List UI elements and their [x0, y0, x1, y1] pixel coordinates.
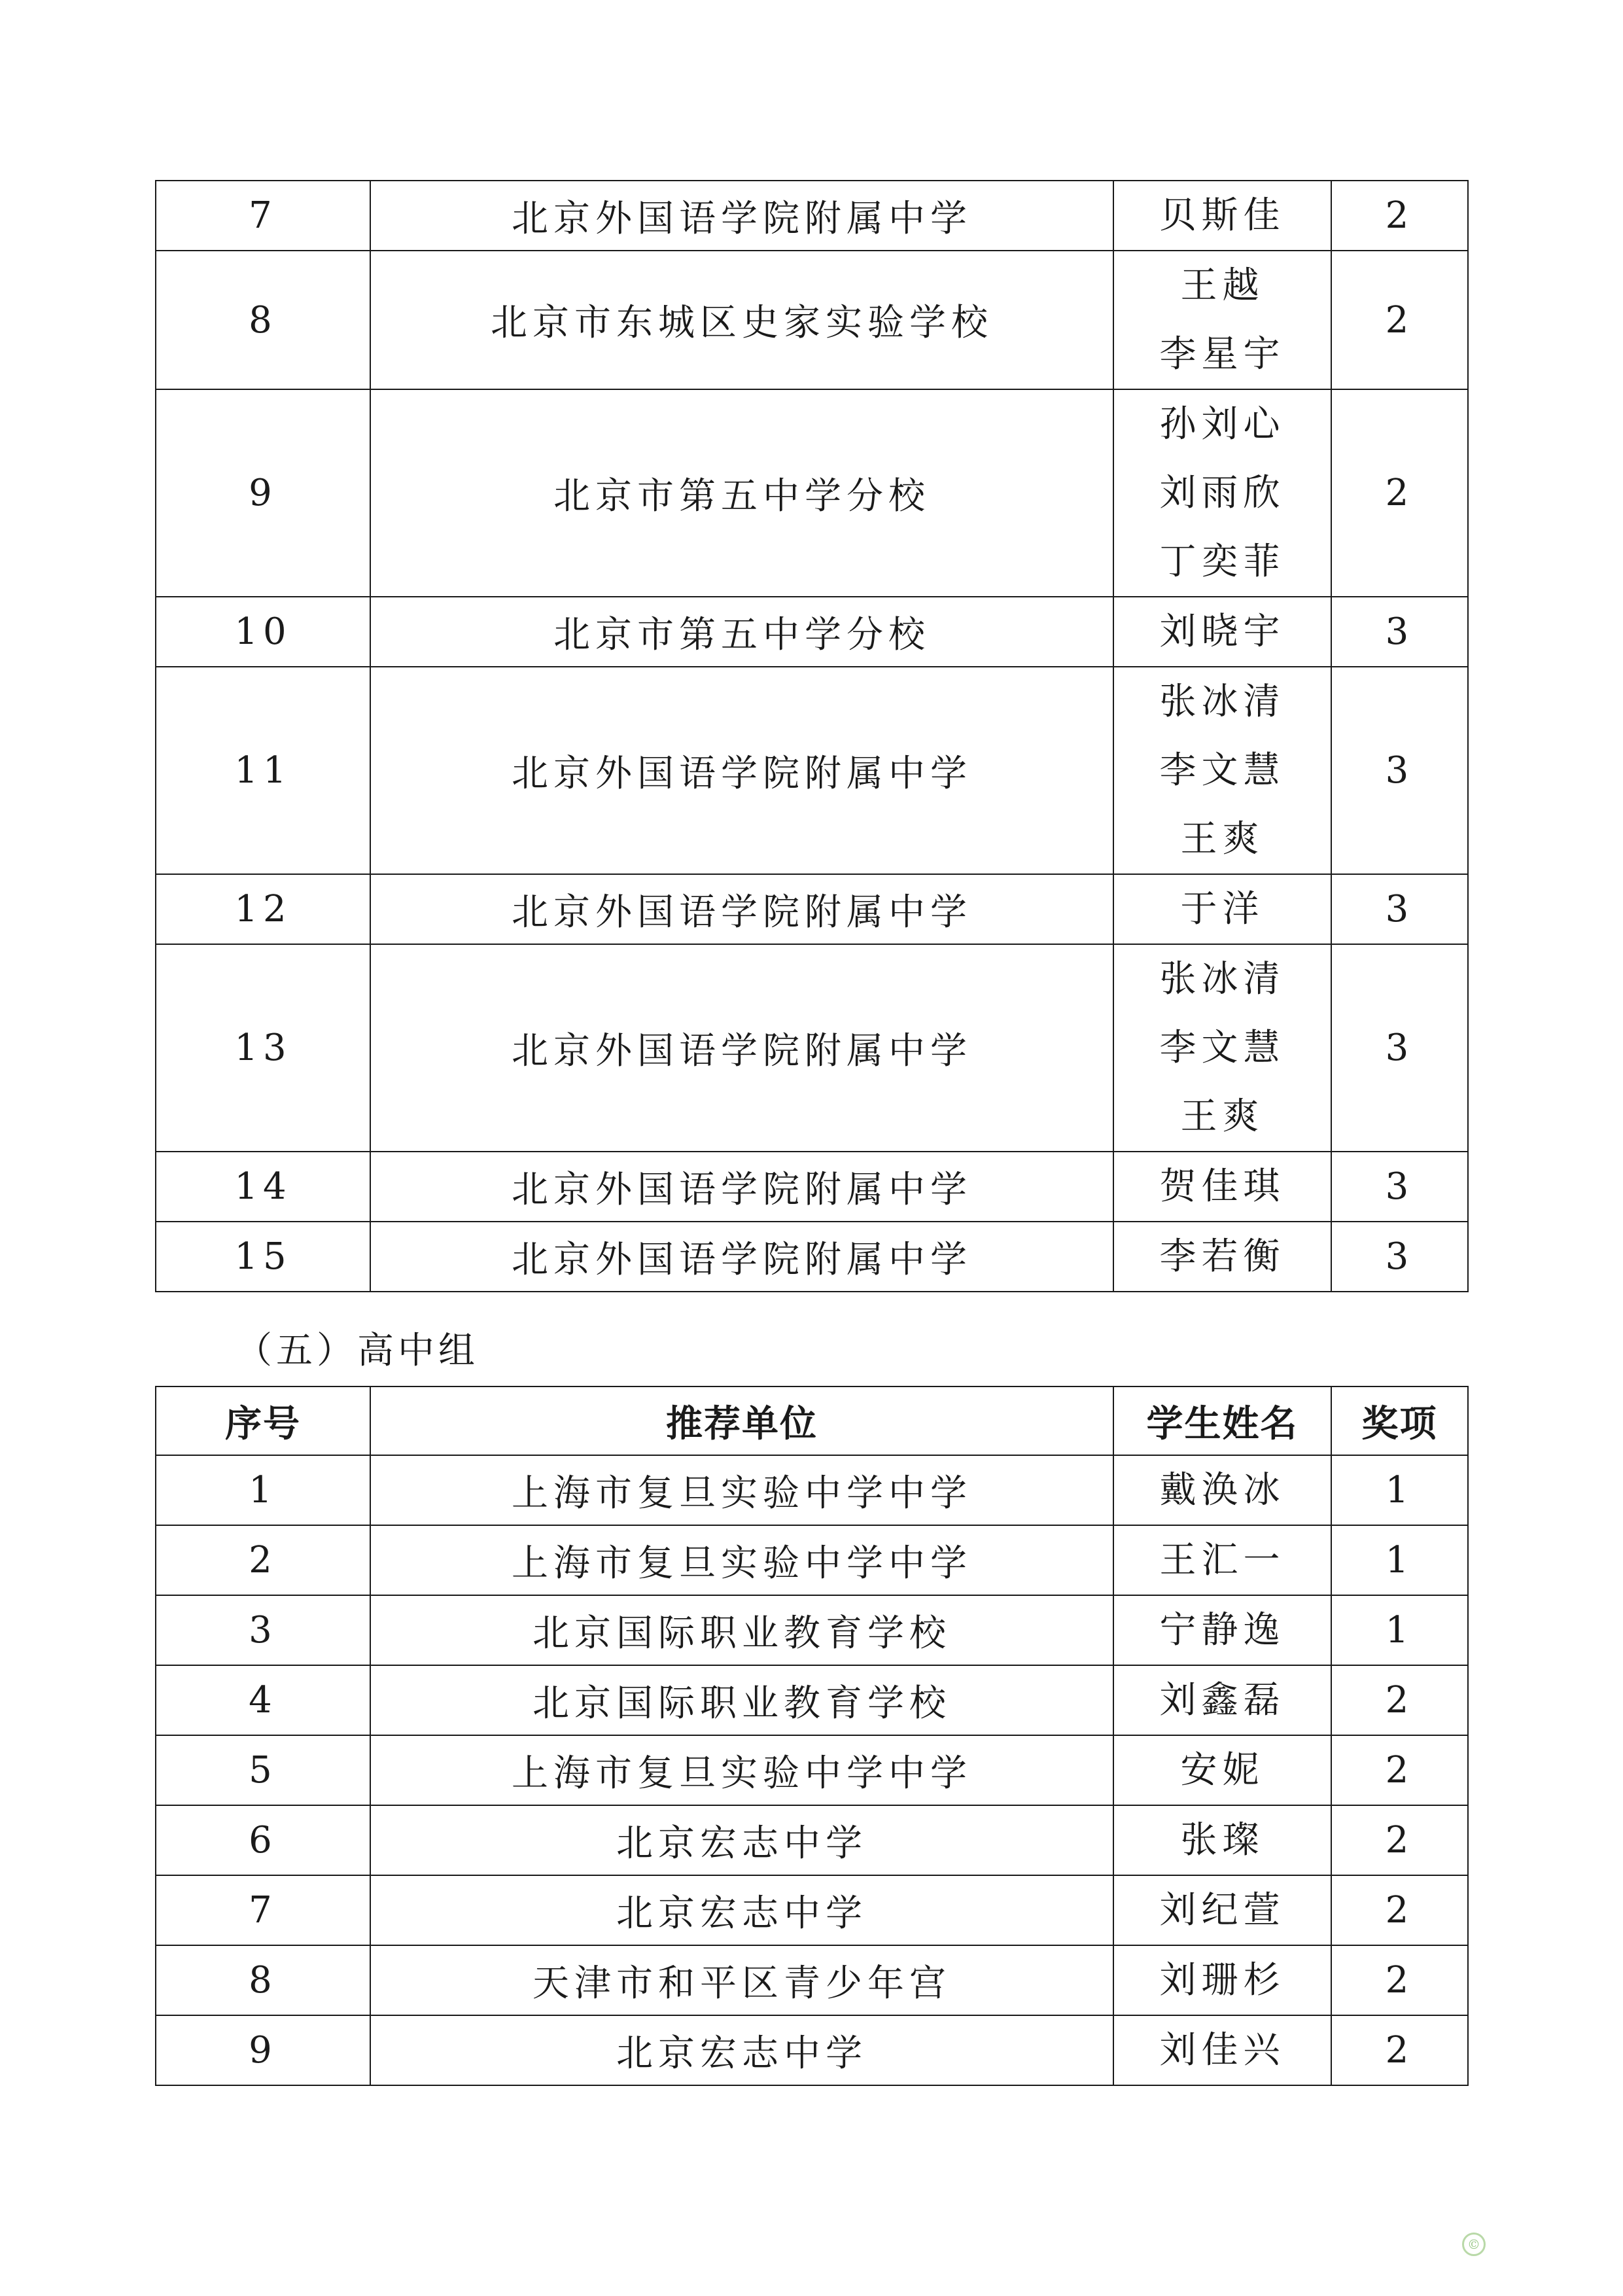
cell-unit: 上海市复旦实验中学中学: [370, 1735, 1113, 1805]
cell-number: 14: [156, 1152, 370, 1222]
table-row: [156, 667, 1468, 874]
table-row: [156, 944, 1468, 1152]
cell-unit: 北京市第五中学分校: [370, 597, 1113, 667]
student-name: 孙刘心: [1159, 403, 1285, 446]
cell-student-names: [1113, 1805, 1331, 1875]
student-name: 刘鑫磊: [1159, 1679, 1285, 1722]
student-name: 李若衡: [1159, 1235, 1285, 1278]
cell-student-names: [1113, 1735, 1331, 1805]
high-school-awards-table-body: [156, 1455, 1468, 2085]
cell-number: 8: [156, 251, 370, 389]
student-name: 贝斯佳: [1159, 194, 1285, 237]
table-row: [156, 251, 1468, 389]
cell-unit: 北京市东城区史家实验学校: [370, 251, 1113, 389]
cell-number: 7: [156, 1875, 370, 1945]
cell-award: 3: [1331, 874, 1468, 944]
student-name: 王汇一: [1159, 1539, 1285, 1581]
header-student-name: 学生姓名: [1113, 1386, 1331, 1455]
cell-number: 3: [156, 1595, 370, 1665]
cell-number: 15: [156, 1222, 370, 1292]
header-award: 奖项: [1331, 1386, 1468, 1455]
cell-award: 2: [1331, 1875, 1468, 1945]
cell-award: 3: [1331, 1152, 1468, 1222]
student-name: 戴涣冰: [1159, 1469, 1285, 1511]
table-row: [156, 389, 1468, 597]
table-row: [156, 1525, 1468, 1595]
page-mark-icon: ©: [1462, 2233, 1486, 2256]
student-name: 张冰清: [1159, 680, 1285, 723]
cell-number: 1: [156, 1455, 370, 1525]
student-name: 丁奕菲: [1159, 540, 1285, 583]
cell-unit: 北京市第五中学分校: [370, 389, 1113, 597]
cell-number: 13: [156, 944, 370, 1152]
table-row: [156, 1945, 1468, 2015]
student-name: 于洋: [1180, 888, 1265, 930]
cell-unit: 上海市复旦实验中学中学: [370, 1525, 1113, 1595]
cell-student-names: [1113, 667, 1331, 874]
cell-number: 7: [156, 181, 370, 251]
cell-student-names: [1113, 1525, 1331, 1595]
cell-award: 2: [1331, 1735, 1468, 1805]
cell-number: 9: [156, 389, 370, 597]
awards-table-continued-body: [156, 181, 1468, 1292]
table-row: [156, 1735, 1468, 1805]
cell-award: 2: [1331, 1805, 1468, 1875]
cell-unit: 北京宏志中学: [370, 1805, 1113, 1875]
cell-number: 12: [156, 874, 370, 944]
table-row: [156, 1152, 1468, 1222]
student-name: 宁静逸: [1159, 1609, 1285, 1651]
section-title: （五）高中组: [236, 1330, 479, 1372]
cell-award: 1: [1331, 1455, 1468, 1525]
cell-unit: 北京宏志中学: [370, 2015, 1113, 2085]
table-row: [156, 1222, 1468, 1292]
cell-award: 2: [1331, 1665, 1468, 1735]
table-header-row: [156, 1386, 1468, 1455]
cell-student-names: [1113, 944, 1331, 1152]
cell-student-names: [1113, 1222, 1331, 1292]
cell-unit: 北京外国语学院附属中学: [370, 1152, 1113, 1222]
cell-student-names: [1113, 1595, 1331, 1665]
cell-student-names: [1113, 1152, 1331, 1222]
cell-number: 5: [156, 1735, 370, 1805]
student-name: 王爽: [1180, 1095, 1265, 1138]
student-name: 王爽: [1180, 818, 1265, 860]
table-row: [156, 2015, 1468, 2085]
cell-unit: 北京国际职业教育学校: [370, 1595, 1113, 1665]
table-row: [156, 181, 1468, 251]
student-name: 张璨: [1180, 1819, 1265, 1862]
table-row: [156, 1595, 1468, 1665]
cell-unit: 北京外国语学院附属中学: [370, 944, 1113, 1152]
cell-unit: 北京国际职业教育学校: [370, 1665, 1113, 1735]
student-name: 刘雨欣: [1159, 472, 1285, 514]
cell-number: 11: [156, 667, 370, 874]
cell-student-names: [1113, 1945, 1331, 2015]
student-name: 张冰清: [1159, 958, 1285, 1000]
cell-student-names: [1113, 1875, 1331, 1945]
cell-award: 1: [1331, 1525, 1468, 1595]
header-number: 序号: [156, 1386, 370, 1455]
cell-student-names: [1113, 389, 1331, 597]
table-row: [156, 1875, 1468, 1945]
cell-unit: 上海市复旦实验中学中学: [370, 1455, 1113, 1525]
cell-award: 3: [1331, 1222, 1468, 1292]
cell-student-names: [1113, 2015, 1331, 2085]
cell-award: 2: [1331, 181, 1468, 251]
cell-award: 3: [1331, 667, 1468, 874]
cell-student-names: [1113, 1455, 1331, 1525]
student-name: 刘佳兴: [1159, 2029, 1285, 2072]
cell-award: 2: [1331, 251, 1468, 389]
cell-unit: 天津市和平区青少年宫: [370, 1945, 1113, 2015]
cell-number: 9: [156, 2015, 370, 2085]
cell-student-names: [1113, 874, 1331, 944]
cell-number: 6: [156, 1805, 370, 1875]
cell-student-names: [1113, 597, 1331, 667]
cell-student-names: [1113, 1665, 1331, 1735]
cell-number: 8: [156, 1945, 370, 2015]
table-row: [156, 1455, 1468, 1525]
table-row: [156, 597, 1468, 667]
cell-unit: 北京外国语学院附属中学: [370, 1222, 1113, 1292]
student-name: 李星宇: [1159, 333, 1285, 376]
cell-award: 2: [1331, 1945, 1468, 2015]
cell-number: 10: [156, 597, 370, 667]
cell-award: 2: [1331, 2015, 1468, 2085]
cell-award: 1: [1331, 1595, 1468, 1665]
cell-unit: 北京宏志中学: [370, 1875, 1113, 1945]
student-name: 王越: [1180, 264, 1265, 307]
student-name: 李文慧: [1159, 1027, 1285, 1069]
high-school-awards-table: [155, 1386, 1469, 2086]
cell-award: 3: [1331, 597, 1468, 667]
cell-student-names: [1113, 251, 1331, 389]
table-row: [156, 1805, 1468, 1875]
table-row: [156, 1665, 1468, 1735]
awards-table-continued: [155, 180, 1469, 1292]
cell-award: 3: [1331, 944, 1468, 1152]
cell-number: 4: [156, 1665, 370, 1735]
cell-unit: 北京外国语学院附属中学: [370, 874, 1113, 944]
cell-unit: 北京外国语学院附属中学: [370, 667, 1113, 874]
cell-student-names: [1113, 181, 1331, 251]
cell-award: 2: [1331, 389, 1468, 597]
student-name: 贺佳琪: [1159, 1165, 1285, 1208]
student-name: 刘纪萱: [1159, 1889, 1285, 1932]
header-unit: 推荐单位: [370, 1386, 1113, 1455]
student-name: 刘珊杉: [1159, 1959, 1285, 2002]
student-name: 刘晓宇: [1159, 610, 1285, 653]
student-name: 李文慧: [1159, 749, 1285, 792]
cell-number: 2: [156, 1525, 370, 1595]
student-name: 安妮: [1180, 1749, 1265, 1792]
table-row: [156, 874, 1468, 944]
cell-unit: 北京外国语学院附属中学: [370, 181, 1113, 251]
